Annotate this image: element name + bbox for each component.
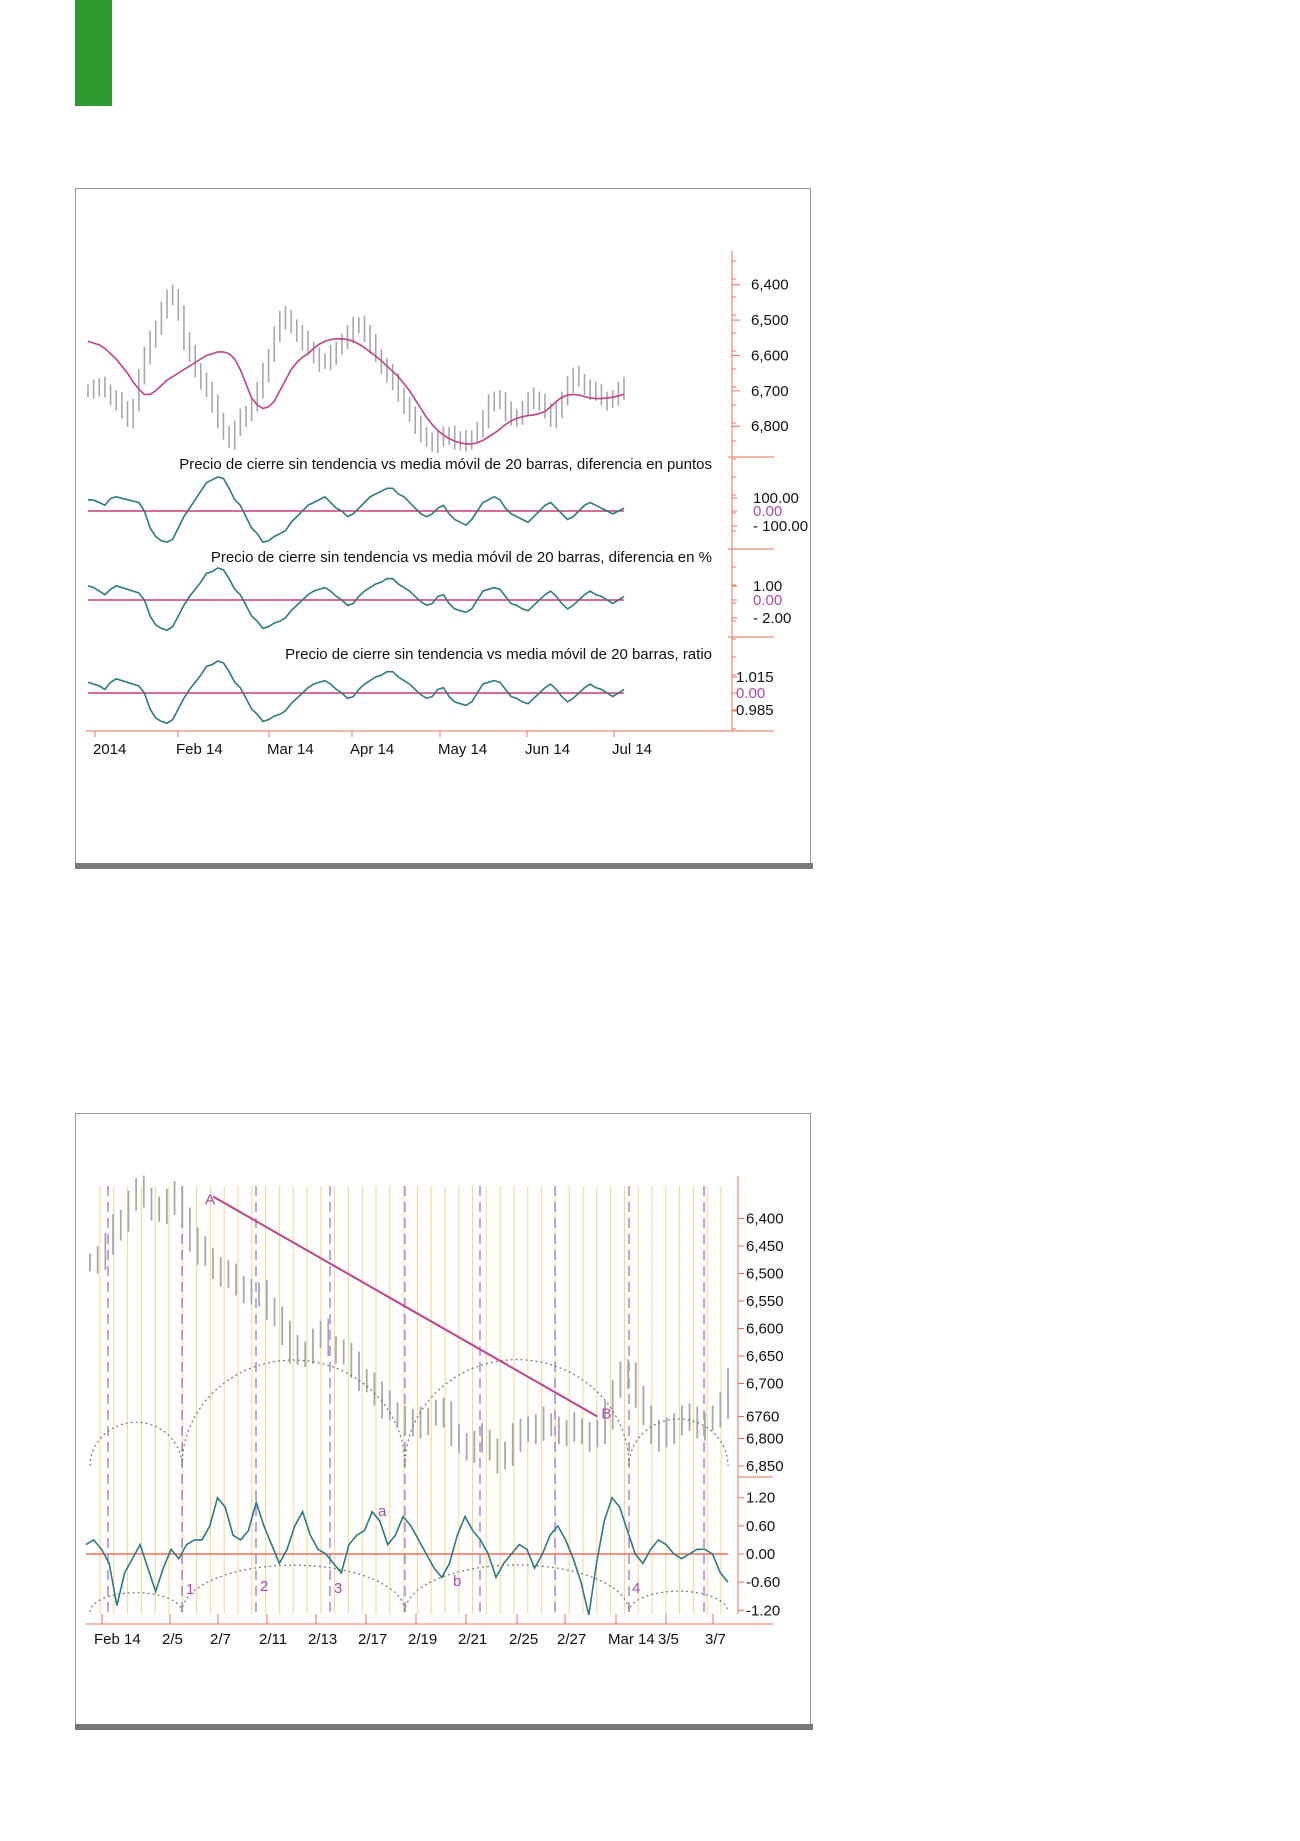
oscillator-line bbox=[88, 661, 624, 723]
chart-panel-bottom bbox=[75, 1113, 811, 1725]
oscillator-tick-label: 1.015 bbox=[736, 669, 774, 686]
moving-average-line bbox=[88, 339, 624, 444]
x-tick-label: 2014 bbox=[93, 741, 127, 758]
price-tick-label: 6,700 bbox=[746, 1375, 784, 1393]
cycle-arc bbox=[629, 1591, 728, 1612]
cycle-chart bbox=[76, 1114, 812, 1726]
cycle-annotation: 2 bbox=[260, 1578, 269, 1595]
price-tick-label: 6,400 bbox=[751, 276, 789, 294]
x-tick-label: 2/21 bbox=[458, 1631, 488, 1648]
oscillator-tick-label: - 100.00 bbox=[753, 518, 809, 535]
oscillator-tick-label: 1.20 bbox=[746, 1489, 776, 1507]
cycle-annotation: a bbox=[378, 1503, 387, 1520]
price-tick-label: 6,800 bbox=[751, 418, 789, 436]
cycle-annotation: 3 bbox=[334, 1580, 343, 1597]
price-tick-label: 6,500 bbox=[746, 1265, 784, 1283]
x-tick-label: 2/13 bbox=[308, 1631, 338, 1648]
price-tick-label: 6,550 bbox=[746, 1293, 784, 1310]
cycle-annotation: 4 bbox=[632, 1580, 641, 1597]
panel-shadow bbox=[75, 863, 813, 869]
zero-tick-label: 0.00 bbox=[753, 592, 783, 609]
x-tick-label: Jun 14 bbox=[525, 741, 571, 758]
oscillator-line bbox=[88, 568, 624, 630]
price-tick-label: 6,850 bbox=[746, 1458, 784, 1475]
price-tick-label: 6,600 bbox=[746, 1320, 784, 1338]
price-tick-label: 6,700 bbox=[751, 382, 789, 400]
price-tick-label: 6,650 bbox=[746, 1348, 784, 1365]
x-tick-label: 2/25 bbox=[509, 1631, 539, 1648]
x-tick-label: Jul 14 bbox=[612, 741, 653, 758]
price-tick-label: 6,500 bbox=[751, 312, 789, 330]
cycle-arc bbox=[405, 1360, 629, 1466]
zero-tick-label: 0.00 bbox=[753, 503, 783, 520]
x-tick-label: 2/7 bbox=[210, 1631, 231, 1648]
x-tick-label: Feb 14 bbox=[94, 1631, 141, 1648]
panel-title: Precio de cierre sin tendencia vs media móvil de 20 barras, diferencia en % bbox=[210, 549, 712, 566]
x-tick-label: 2/27 bbox=[557, 1631, 587, 1648]
oscillator-tick-label: 0.985 bbox=[736, 702, 774, 719]
x-tick-label: 3/7 bbox=[705, 1631, 726, 1648]
zero-tick-label: 0.00 bbox=[736, 685, 766, 702]
price-tick-label: 6,450 bbox=[746, 1238, 784, 1255]
cycle-arc bbox=[90, 1422, 182, 1466]
cycle-annotation: 1 bbox=[186, 1581, 195, 1598]
x-tick-label: 2/5 bbox=[162, 1631, 183, 1648]
section-accent-bar bbox=[75, 0, 112, 106]
chart-panel-top bbox=[75, 188, 811, 864]
price-tick-label: 6,600 bbox=[751, 347, 789, 365]
x-tick-label: 2/19 bbox=[408, 1631, 438, 1648]
x-tick-label: Apr 14 bbox=[350, 741, 395, 758]
trendline-label-b: B bbox=[601, 1405, 612, 1423]
oscillator-tick-label: 100.00 bbox=[753, 490, 799, 507]
x-tick-label: 3/5 bbox=[658, 1631, 679, 1648]
oscillator-tick-label: -1.20 bbox=[746, 1602, 781, 1620]
x-tick-label: 2/17 bbox=[358, 1631, 388, 1648]
oscillator-line bbox=[88, 477, 624, 542]
x-tick-label: May 14 bbox=[438, 741, 488, 758]
oscillator-tick-label: -0.60 bbox=[746, 1574, 781, 1592]
price-tick-label: 6,400 bbox=[746, 1210, 784, 1228]
panel-shadow bbox=[75, 1724, 813, 1730]
price-tick-label: 6760 bbox=[746, 1408, 780, 1426]
oscillator-tick-label: 1.00 bbox=[753, 578, 783, 595]
oscillator-tick-label: 0.60 bbox=[746, 1517, 776, 1535]
cycle-annotation: b bbox=[453, 1573, 462, 1590]
trendline-label-a: A bbox=[204, 1191, 216, 1209]
panel-title: Precio de cierre sin tendencia vs media móvil de 20 barras, ratio bbox=[285, 646, 712, 663]
x-tick-label: Feb 14 bbox=[176, 741, 223, 758]
panel-title: Precio de cierre sin tendencia vs media móvil de 20 barras, diferencia en puntos bbox=[179, 456, 712, 473]
oscillator-tick-label: - 2.00 bbox=[753, 610, 792, 627]
price-tick-label: 6,800 bbox=[746, 1430, 784, 1448]
cycle-arc bbox=[90, 1593, 182, 1612]
x-tick-label: Mar 14 bbox=[267, 741, 314, 758]
x-tick-label: 2/11 bbox=[259, 1631, 288, 1648]
x-tick-label: Mar 14 bbox=[608, 1631, 655, 1648]
detrended-price-chart bbox=[76, 189, 812, 865]
oscillator-tick-label: 0.00 bbox=[746, 1546, 776, 1563]
